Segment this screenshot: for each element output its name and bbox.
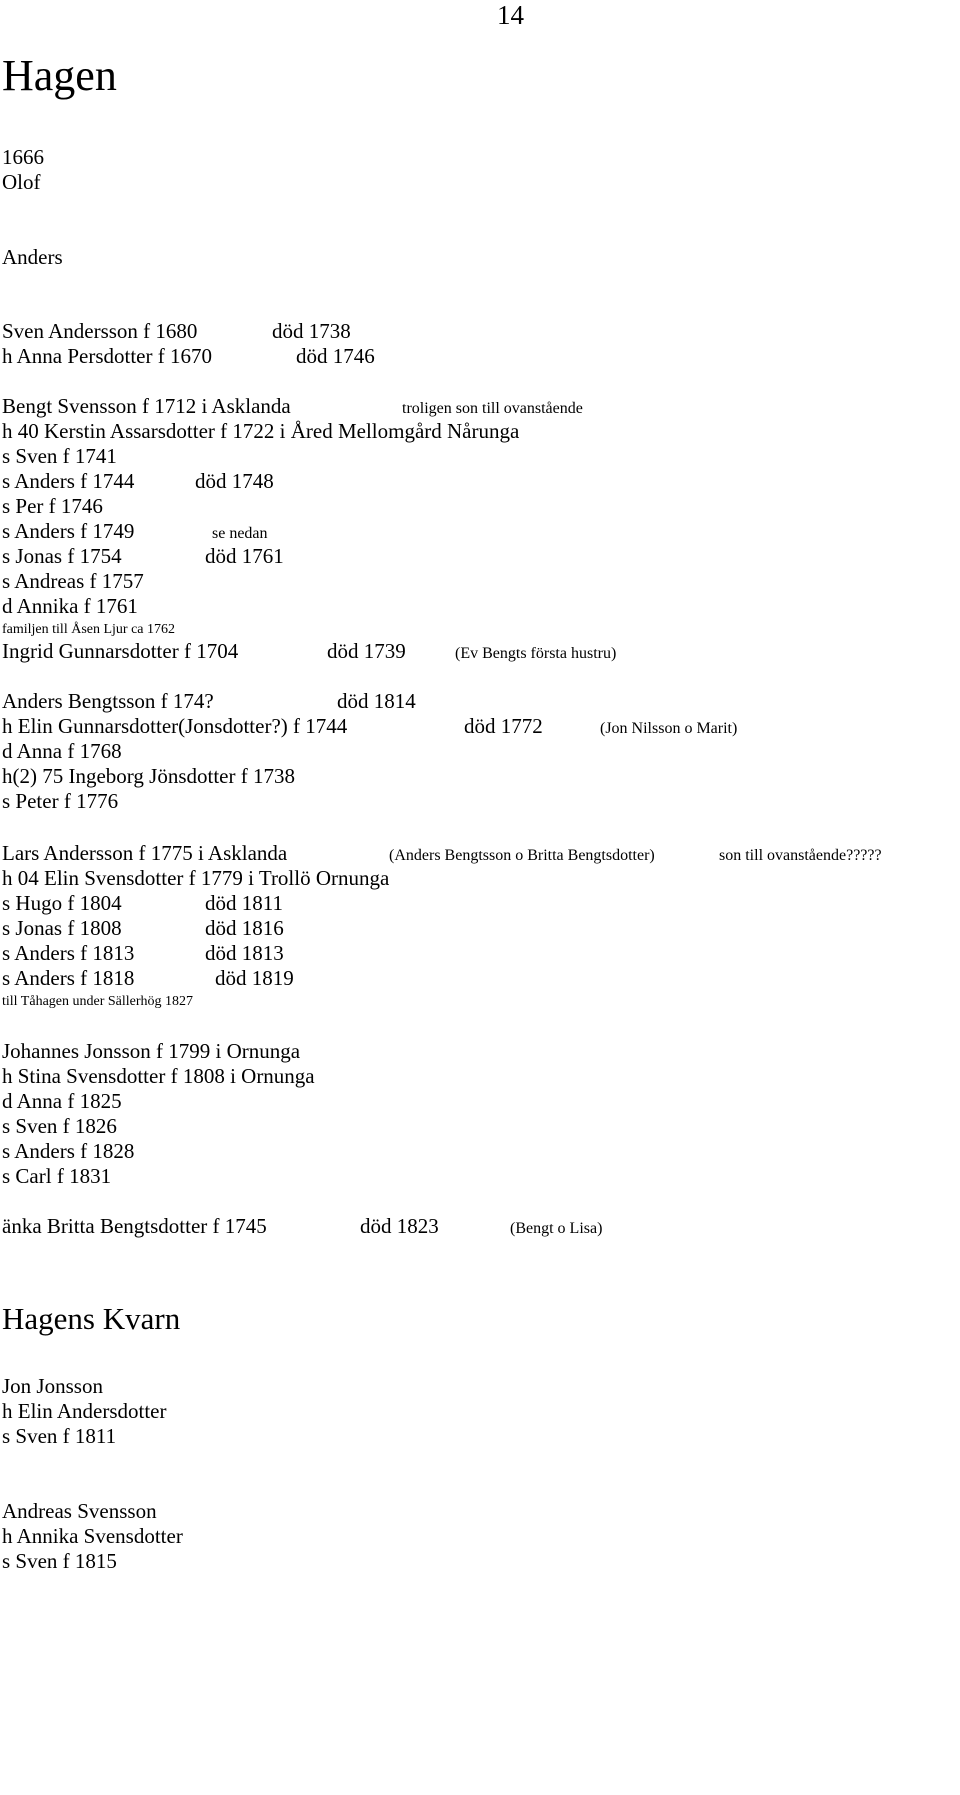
entry-line: h(2) 75 Ingeborg Jönsdotter f 1738 <box>2 764 295 788</box>
entry-line: h Stina Svensdotter f 1808 i Ornunga <box>2 1064 315 1088</box>
annotation: se nedan <box>212 525 268 542</box>
death-date: död 1816 <box>205 916 284 940</box>
entry-line: h Elin Gunnarsdotter(Jonsdotter?) f 1744 <box>2 714 348 738</box>
entry-line: Ingrid Gunnarsdotter f 1704 <box>2 639 239 663</box>
death-date: död 1739 <box>327 639 406 663</box>
section-title: Hagens Kvarn <box>2 1301 181 1336</box>
entry-line: h Anna Persdotter f 1670 <box>2 344 212 368</box>
entry-line: s Peter f 1776 <box>2 789 119 813</box>
entry-line: s Anders f 1813 <box>2 941 135 965</box>
entry-line: d Anna f 1825 <box>2 1089 122 1113</box>
intro-year: 1666 <box>2 145 44 169</box>
death-date: död 1761 <box>205 544 284 568</box>
entry-line: Lars Andersson f 1775 i Asklanda <box>2 841 288 865</box>
entry-line: s Anders f 1744 <box>2 469 135 493</box>
entry-line: s Hugo f 1804 <box>2 891 122 915</box>
entry-line: h Elin Andersdotter <box>2 1399 167 1423</box>
death-date: död 1748 <box>195 469 274 493</box>
entry-line: s Anders f 1828 <box>2 1139 135 1163</box>
annotation: (Anders Bengtsson o Britta Bengtsdotter) <box>389 847 655 864</box>
annotation: familjen till Åsen Ljur ca 1762 <box>2 622 176 637</box>
entry-line: d Annika f 1761 <box>2 594 138 618</box>
annotation: (Ev Bengts första hustru) <box>455 645 617 662</box>
death-date: död 1819 <box>215 966 294 990</box>
death-date: död 1738 <box>272 319 351 343</box>
entry-line: h 40 Kerstin Assarsdotter f 1722 i Åred Mellomgård Nårunga <box>2 419 520 443</box>
entry-line: Anders Bengtsson f 174? <box>2 689 214 713</box>
entry-line: d Anna f 1768 <box>2 739 122 763</box>
entry-line: s Sven f 1741 <box>2 444 117 468</box>
entry-line: s Andreas f 1757 <box>2 569 144 593</box>
entry-line: Sven Andersson f 1680 <box>2 319 198 343</box>
annotation: son till ovanstående????? <box>719 847 882 864</box>
death-date: död 1813 <box>205 941 284 965</box>
annotation: (Jon Nilsson o Marit) <box>600 720 738 737</box>
death-date: död 1746 <box>296 344 375 368</box>
entry-line: s Jonas f 1754 <box>2 544 122 568</box>
entry-line: Bengt Svensson f 1712 i Asklanda <box>2 394 291 418</box>
annotation: troligen son till ovanstående <box>402 400 583 417</box>
entry-line: s Sven f 1815 <box>2 1549 117 1573</box>
entry-line: s Carl f 1831 <box>2 1164 112 1188</box>
entry-line: s Sven f 1826 <box>2 1114 117 1138</box>
death-date: död 1823 <box>360 1214 439 1238</box>
entry-line: s Anders f 1818 <box>2 966 135 990</box>
intro-name: Olof <box>2 170 41 194</box>
annotation: (Bengt o Lisa) <box>510 1220 603 1237</box>
death-date: död 1811 <box>205 891 283 915</box>
entry-line: s Sven f 1811 <box>2 1424 117 1448</box>
entry-line: s Jonas f 1808 <box>2 916 122 940</box>
entry-line: Andreas Svensson <box>2 1499 157 1523</box>
entry-line: s Anders f 1749 <box>2 519 135 543</box>
death-date: död 1814 <box>337 689 416 713</box>
page-title: Hagen <box>2 51 117 100</box>
annotation: till Tåhagen under Sällerhög 1827 <box>2 994 194 1009</box>
entry-line: Jon Jonsson <box>2 1374 103 1398</box>
entry-line: h Annika Svensdotter <box>2 1524 183 1548</box>
entry-line: änka Britta Bengtsdotter f 1745 <box>2 1214 267 1238</box>
intro-name: Anders <box>2 245 63 269</box>
entry-line: s Per f 1746 <box>2 494 103 518</box>
page-number: 14 <box>497 0 524 30</box>
entry-line: h 04 Elin Svensdotter f 1779 i Trollö Ornunga <box>2 866 390 890</box>
entry-line: Johannes Jonsson f 1799 i Ornunga <box>2 1039 301 1063</box>
death-date: död 1772 <box>464 714 543 738</box>
